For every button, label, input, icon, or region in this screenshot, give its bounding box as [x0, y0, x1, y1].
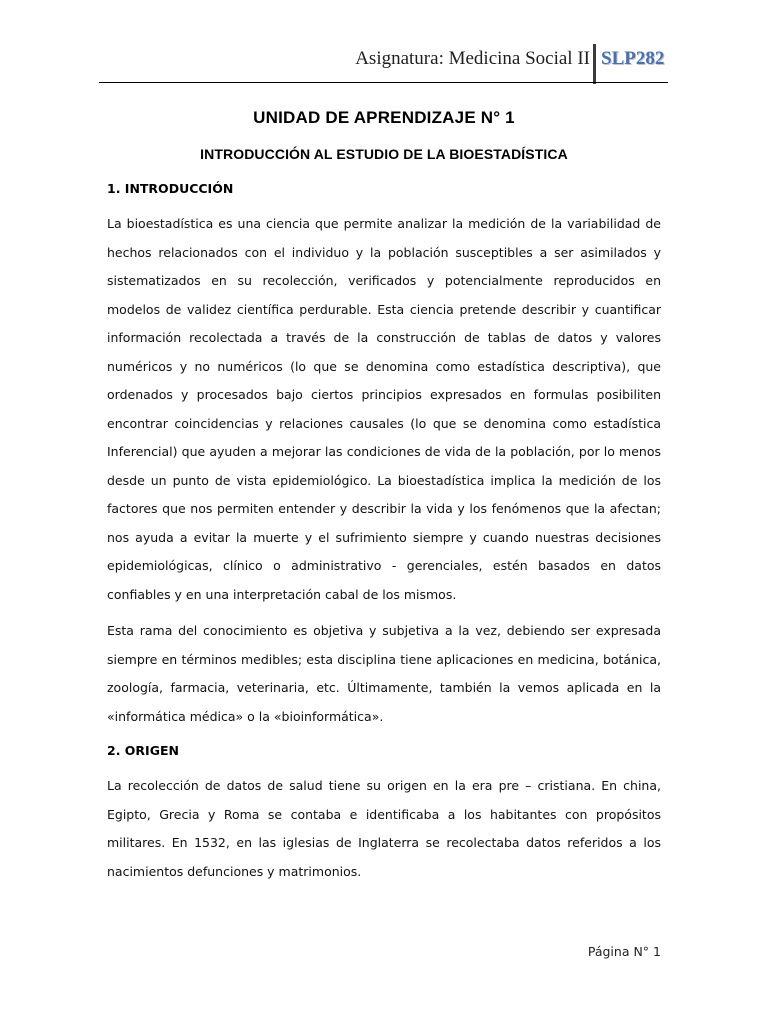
paragraph-text: La recolección de datos de salud tiene su origen en la era pre – cristiana. En china, Egipto, Grecia y Roma se contaba e identificaba a los habitantes con propósitos militares. En 1532, en las iglesias de Inglaterra se recolectaba datos referidos a los nacimientos defunciones y matrimonios. [107, 778, 661, 879]
header-rule [99, 82, 668, 83]
header-course-code: SLP282 [601, 48, 665, 69]
paragraph [107, 772, 661, 886]
paragraph [107, 617, 661, 731]
unit-title: UNIDAD DE APRENDIZAJE N° 1 [253, 108, 515, 127]
header-divider [593, 44, 596, 84]
section-introduccion [107, 181, 661, 196]
paragraph-text: Esta rama del conocimiento es objetiva y subjetiva a la vez, debiendo ser expresada siempre en términos medibles; esta disciplina tiene aplicaciones en medicina, botánica, zoología, farmacia, veterinaria, etc. Últimamente, también la vemos aplicada en la «informática médica» o la «bioinformática». [107, 623, 661, 724]
document-subtitle: INTRODUCCIÓN AL ESTUDIO DE LA BIOESTADÍSTICA [200, 146, 568, 162]
paragraph-text: La bioestadística es una ciencia que permite analizar la medición de la variabilidad de hechos relacionados con el individuo y la población susceptibles a ser asimilados y sistematizados en su recolección, verificados y potencialmente reproducidos en modelos de validez científica perdurable. Esta ciencia pretende describir y cuantificar información recolectada a través de la construcción de tablas de datos y valores numéricos y no numéricos (lo que se denomina como estadística descriptiva), que ordenados y procesados bajo ciertos principios expresados en formulas posibiliten encontrar coincidencias y relaciones causales (lo que se denomina como estadística Inferencial) que ayuden a mejorar las condiciones de vida de la población, por lo menos desde un punto de vista epidemiológico. La bioestadística implica la medición de los factores que nos permiten entender y describir la vida y los fenómenos que la afectan; nos ayuda a evitar la muerte y el sufrimiento siempre y cuando nuestras decisiones epidemiológicas, clínico o administrativo - gerenciales, estén basados en datos confiables y en una interpretación cabal de los mismos. [107, 216, 661, 602]
section-heading: 2. ORIGEN [107, 743, 179, 758]
paragraph [107, 210, 661, 609]
header-course-name: Asignatura: Medicina Social II [355, 48, 590, 69]
page-number: Página N° 1 [587, 944, 661, 959]
section-heading: 1. INTRODUCCIÓN [107, 181, 234, 196]
section-origen [107, 743, 661, 758]
